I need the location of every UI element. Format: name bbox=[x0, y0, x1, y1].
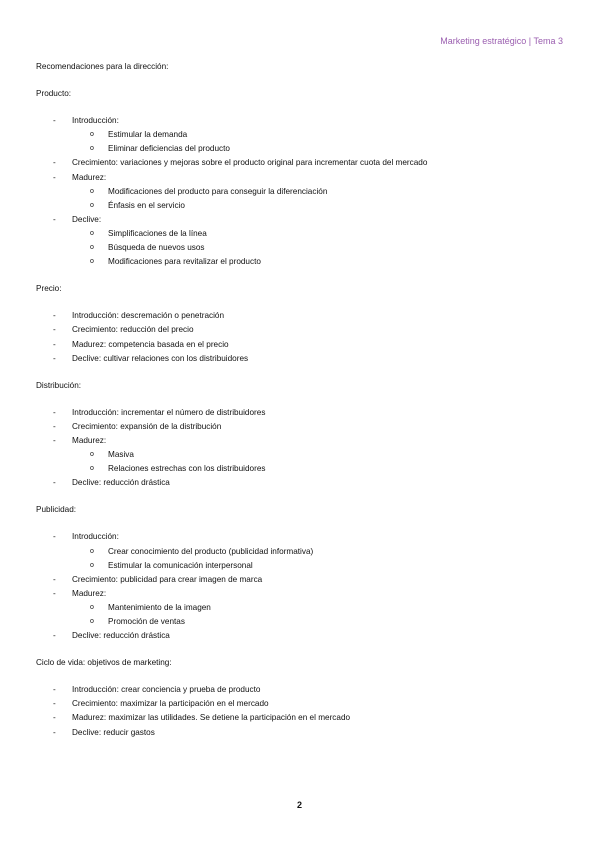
sub-list-item-text: Relaciones estrechas con los distribuidores bbox=[108, 464, 266, 474]
spacer bbox=[36, 296, 556, 309]
sub-list-item bbox=[36, 241, 556, 255]
dash-bullet-icon: - bbox=[53, 713, 56, 723]
list-item-text: Declive: bbox=[72, 214, 102, 224]
spacer bbox=[36, 740, 556, 753]
list-item bbox=[36, 213, 556, 227]
list-item-text: Declive: reducción drástica bbox=[72, 631, 170, 641]
sub-list-item-text: Modificaciones para revitalizar el producto bbox=[108, 257, 261, 267]
sub-list-item bbox=[36, 255, 556, 269]
section-heading: Ciclo de vida: objetivos de marketing: bbox=[36, 658, 172, 668]
circle-bullet-icon: o bbox=[90, 618, 94, 625]
list-item-text: Introducción: descremación o penetración bbox=[72, 311, 225, 321]
sub-list-item-text: Crear conocimiento del producto (publicidad informativa) bbox=[108, 546, 314, 556]
page-number: 2 bbox=[296, 800, 302, 810]
sub-list-item-text: Estimular la comunicación interpersonal bbox=[108, 560, 253, 570]
dash-bullet-icon: - bbox=[53, 158, 56, 168]
list-item bbox=[36, 171, 556, 185]
document-title: Recomendaciones para la dirección: bbox=[36, 62, 169, 71]
list-item-text: Madurez: maximizar las utilidades. Se detiene la participación en el mercado bbox=[72, 713, 351, 723]
page-header: Marketing estratégico | Tema 3 bbox=[440, 36, 563, 46]
circle-bullet-icon: o bbox=[90, 603, 94, 611]
list-item-text: Declive: reducir gastos bbox=[72, 727, 155, 737]
dash-bullet-icon: - bbox=[53, 478, 56, 488]
list-item bbox=[36, 338, 556, 352]
circle-bullet-icon: o bbox=[90, 258, 94, 266]
circle-bullet-icon: o bbox=[90, 451, 94, 459]
circle-bullet-icon: o bbox=[90, 145, 94, 153]
sub-list-item-text: Mantenimiento de la imagen bbox=[108, 602, 211, 612]
list-item bbox=[36, 309, 556, 323]
list-item bbox=[36, 434, 556, 448]
sub-list-item bbox=[36, 462, 556, 476]
circle-bullet-icon: o bbox=[90, 465, 94, 473]
sub-list-item bbox=[36, 199, 556, 213]
spacer bbox=[36, 643, 556, 656]
spacer bbox=[36, 670, 556, 683]
sub-list-item bbox=[36, 448, 556, 462]
list-item bbox=[36, 476, 556, 490]
list-item bbox=[36, 114, 556, 128]
sub-list-item bbox=[36, 559, 556, 573]
sub-list-item-text: Estimular la demanda bbox=[108, 130, 188, 140]
list-item-text: Madurez: bbox=[72, 172, 107, 182]
dash-bullet-icon: - bbox=[53, 214, 56, 224]
list-item-text: Crecimiento: expansión de la distribución bbox=[72, 421, 222, 431]
list-item-text: Madurez: bbox=[72, 435, 107, 445]
sub-list-item bbox=[36, 601, 556, 615]
list-item bbox=[36, 711, 556, 725]
list-item bbox=[36, 323, 556, 337]
sub-list-item bbox=[36, 128, 556, 142]
spacer bbox=[36, 366, 556, 379]
list-item-text: Introducción: bbox=[72, 532, 119, 542]
sub-list-item-text: Masiva bbox=[108, 450, 134, 460]
dash-bullet-icon: - bbox=[53, 325, 56, 335]
list-item bbox=[36, 406, 556, 420]
dash-bullet-icon: - bbox=[53, 116, 56, 126]
dash-bullet-icon: - bbox=[53, 339, 56, 349]
dash-bullet-icon: - bbox=[53, 421, 56, 431]
list-item-text: Crecimiento: variaciones y mejoras sobre el producto original para incrementar cuota del mercado bbox=[72, 158, 428, 168]
sub-list-item bbox=[36, 615, 556, 629]
section-heading: Publicidad: bbox=[36, 505, 77, 515]
list-item bbox=[36, 352, 556, 366]
dash-bullet-icon: - bbox=[53, 311, 56, 321]
dash-bullet-icon: - bbox=[53, 407, 56, 417]
list-item-text: Declive: reducción drástica bbox=[72, 478, 170, 488]
sub-list-item bbox=[36, 185, 556, 199]
dash-bullet-icon: - bbox=[53, 435, 56, 445]
sub-list-item-text: Simplificaciones de la línea bbox=[108, 228, 207, 238]
circle-bullet-icon: o bbox=[90, 244, 94, 252]
dash-bullet-icon: - bbox=[53, 727, 56, 737]
spacer bbox=[36, 74, 556, 87]
section-heading: Precio: bbox=[36, 284, 62, 294]
list-item-text: Madurez: bbox=[72, 588, 107, 598]
spacer bbox=[36, 101, 556, 114]
circle-bullet-icon: o bbox=[90, 561, 94, 569]
circle-bullet-icon: o bbox=[90, 229, 94, 237]
dash-bullet-icon: - bbox=[53, 588, 56, 598]
sub-list-item-text: Búsqueda de nuevos usos bbox=[108, 243, 205, 253]
dash-bullet-icon: - bbox=[53, 172, 56, 182]
sub-list-item bbox=[36, 227, 556, 241]
circle-bullet-icon: o bbox=[90, 547, 94, 555]
list-item-text: Crecimiento: publicidad para crear imagen de marca bbox=[72, 574, 263, 584]
circle-bullet-icon: o bbox=[90, 201, 94, 209]
list-item-text: Introducción: crear conciencia y prueba de producto bbox=[72, 685, 261, 695]
sub-list-item-text: Modificaciones del producto para conseguir la diferenciación bbox=[108, 186, 328, 196]
section-heading: Producto: bbox=[36, 89, 72, 99]
list-item bbox=[36, 629, 556, 643]
circle-bullet-icon: o bbox=[90, 187, 94, 195]
spacer bbox=[36, 490, 556, 503]
list-item-text: Madurez: competencia basada en el precio bbox=[72, 339, 229, 349]
dash-bullet-icon: - bbox=[53, 532, 56, 542]
spacer bbox=[36, 393, 556, 406]
list-item bbox=[36, 156, 556, 170]
spacer bbox=[36, 517, 556, 530]
sub-list-item-text: Eliminar deficiencias del producto bbox=[108, 144, 230, 154]
dash-bullet-icon: - bbox=[53, 685, 56, 695]
sub-list-item-text: Promoción de ventas bbox=[108, 617, 185, 626]
document-body bbox=[36, 60, 556, 753]
list-item-text: Crecimiento: reducción del precio bbox=[72, 325, 194, 335]
list-item bbox=[36, 587, 556, 601]
dash-bullet-icon: - bbox=[53, 699, 56, 709]
list-item-text: Declive: cultivar relaciones con los distribuidores bbox=[72, 353, 249, 363]
list-item bbox=[36, 420, 556, 434]
list-item bbox=[36, 530, 556, 544]
dash-bullet-icon: - bbox=[53, 353, 56, 363]
dash-bullet-icon: - bbox=[53, 631, 56, 641]
sub-list-item-text: Énfasis en el servicio bbox=[108, 200, 185, 210]
sub-list-item bbox=[36, 545, 556, 559]
list-item bbox=[36, 573, 556, 587]
spacer bbox=[36, 269, 556, 282]
sub-list-item bbox=[36, 142, 556, 156]
list-item-text: Introducción: bbox=[72, 116, 119, 126]
circle-bullet-icon: o bbox=[90, 131, 94, 139]
dash-bullet-icon: - bbox=[53, 574, 56, 584]
list-item-text: Introducción: incrementar el número de distribuidores bbox=[72, 407, 266, 417]
list-item bbox=[36, 726, 556, 740]
list-item bbox=[36, 683, 556, 697]
section-heading: Distribución: bbox=[36, 380, 82, 390]
list-item bbox=[36, 697, 556, 711]
list-item-text: Crecimiento: maximizar la participación en el mercado bbox=[72, 699, 269, 709]
